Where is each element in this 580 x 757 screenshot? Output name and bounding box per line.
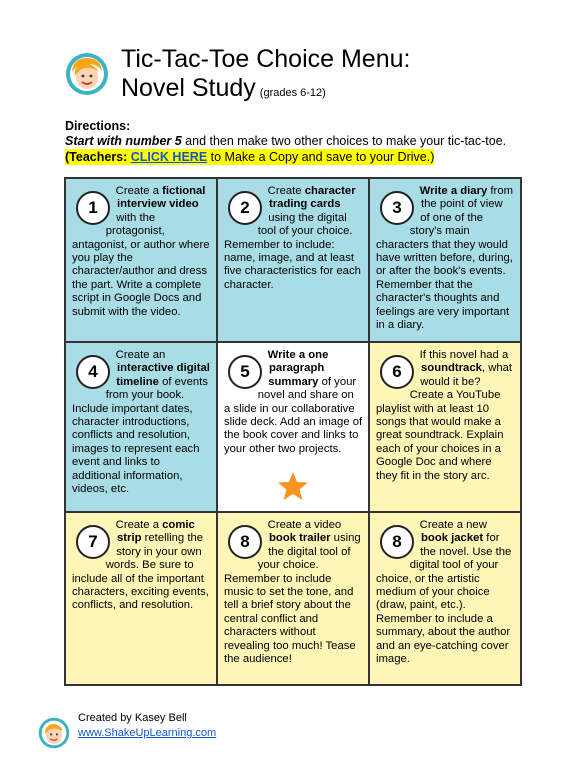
cell-bold: book trailer bbox=[269, 532, 331, 545]
click-here-link[interactable]: CLICK HERE bbox=[130, 150, 208, 164]
number-badge: 4 bbox=[76, 355, 110, 389]
cell-bold: book jacket bbox=[421, 532, 484, 545]
footer-link[interactable]: www.ShakeUpLearning.com bbox=[78, 727, 217, 739]
teachers-label: (Teachers: bbox=[65, 150, 131, 164]
directions-text bbox=[65, 133, 535, 149]
number-badge: 8 bbox=[228, 525, 262, 559]
number-badge: 3 bbox=[380, 191, 414, 225]
cell-bold: comic strip bbox=[117, 519, 195, 545]
directions-start: Start with number 5 bbox=[65, 134, 182, 148]
directions-heading: Directions: bbox=[65, 119, 131, 133]
choice-cell-4 bbox=[65, 342, 217, 512]
cell-text: with the protagonist, antagonist, or author where you play the character/author and dress the part. Write a complete script in Google Docs and submit with the video. bbox=[72, 211, 210, 318]
cell-text: Create bbox=[267, 185, 305, 197]
star-icon bbox=[277, 471, 309, 501]
number-badge: 5 bbox=[228, 355, 262, 389]
choice-cell-6 bbox=[369, 342, 521, 512]
choice-cell-9 bbox=[369, 512, 521, 685]
teachers-note bbox=[65, 149, 434, 165]
teachers-rest: to Make a Copy and save to your Drive.) bbox=[207, 150, 435, 164]
cell-text: Create an bbox=[115, 349, 166, 361]
title-line-1: Tic-Tac-Toe Choice Menu: bbox=[121, 45, 411, 73]
footer-credit: Created by Kasey Bell bbox=[78, 712, 187, 724]
cell-bold: fictional interview video bbox=[117, 185, 206, 211]
cell-text: using the digital tool of your choice. Remember to include music to set the tone, and tell a brief story about the central conflict and characters without revealing too much! Tease the audience! bbox=[224, 532, 361, 666]
directions-rest: and then make two other choices to make your tic-tac-toe. bbox=[181, 134, 507, 148]
number-badge: 6 bbox=[380, 355, 414, 389]
grades-label: (grades 6-12) bbox=[259, 87, 326, 99]
cell-text: for the novel. Use the digital tool of your choice, or the artistic medium of your choice (draw, paint, etc.). Remember to include a summary, about the author and an eye-catching cover image. bbox=[376, 532, 512, 666]
page-title bbox=[121, 45, 410, 108]
footer-logo bbox=[38, 717, 70, 749]
number-badge: 1 bbox=[76, 191, 110, 225]
cell-text: Create a bbox=[115, 185, 163, 197]
choice-cell-1 bbox=[65, 178, 217, 342]
cell-bold: Write a one paragraph summary bbox=[267, 349, 329, 388]
cell-text: from the point of view of one of the story's main characters that they would have written before, during, or after the book's events. Remember that the character's thoughts and feelings are very important in a diary. bbox=[376, 185, 514, 332]
cell-text: , what would it be? Create a YouTube playlist with at least 10 songs that would make a great soundtrack. Explain each of your choices in a Google Doc and where they fit in the story arc. bbox=[376, 362, 513, 482]
shake-up-learning-logo bbox=[65, 52, 109, 96]
choice-cell-8 bbox=[217, 512, 369, 685]
cell-bold: Write a diary bbox=[419, 185, 488, 197]
cell-bold: character trading cards bbox=[269, 185, 356, 211]
cell-text: using the digital tool of your choice. Remember to include: name, image, and at least five characteristics for each character. bbox=[224, 211, 361, 291]
number-badge: 8 bbox=[380, 525, 414, 559]
cell-text: of your novel and share on a slide in our collaborative slide deck. Add an image of the book cover and links to your other two projects. bbox=[224, 375, 363, 455]
cell-text: retelling the story in your own words. Be sure to include all of the important characters, exciting events, conflicts, and resolution. bbox=[72, 532, 209, 612]
cell-text: Create a new bbox=[419, 519, 487, 531]
choice-grid bbox=[64, 177, 522, 686]
cell-text: Create a video bbox=[267, 519, 342, 531]
number-badge: 7 bbox=[76, 525, 110, 559]
title-line-2: Novel Study bbox=[121, 74, 256, 102]
cell-text: If this novel had a bbox=[419, 349, 509, 361]
choice-cell-5 bbox=[217, 342, 369, 512]
number-badge: 2 bbox=[228, 191, 262, 225]
cell-bold: interactive digital timeline bbox=[116, 362, 210, 388]
cell-text: Create a bbox=[115, 519, 163, 531]
choice-cell-2 bbox=[217, 178, 369, 342]
cell-bold: soundtrack bbox=[421, 362, 482, 375]
cell-text: of events from your book. Include important dates, character introductions, conflicts and resolution, images to represent each event and links to additional information, videos, etc. bbox=[72, 375, 208, 496]
choice-cell-3 bbox=[369, 178, 521, 342]
choice-cell-7 bbox=[65, 512, 217, 685]
